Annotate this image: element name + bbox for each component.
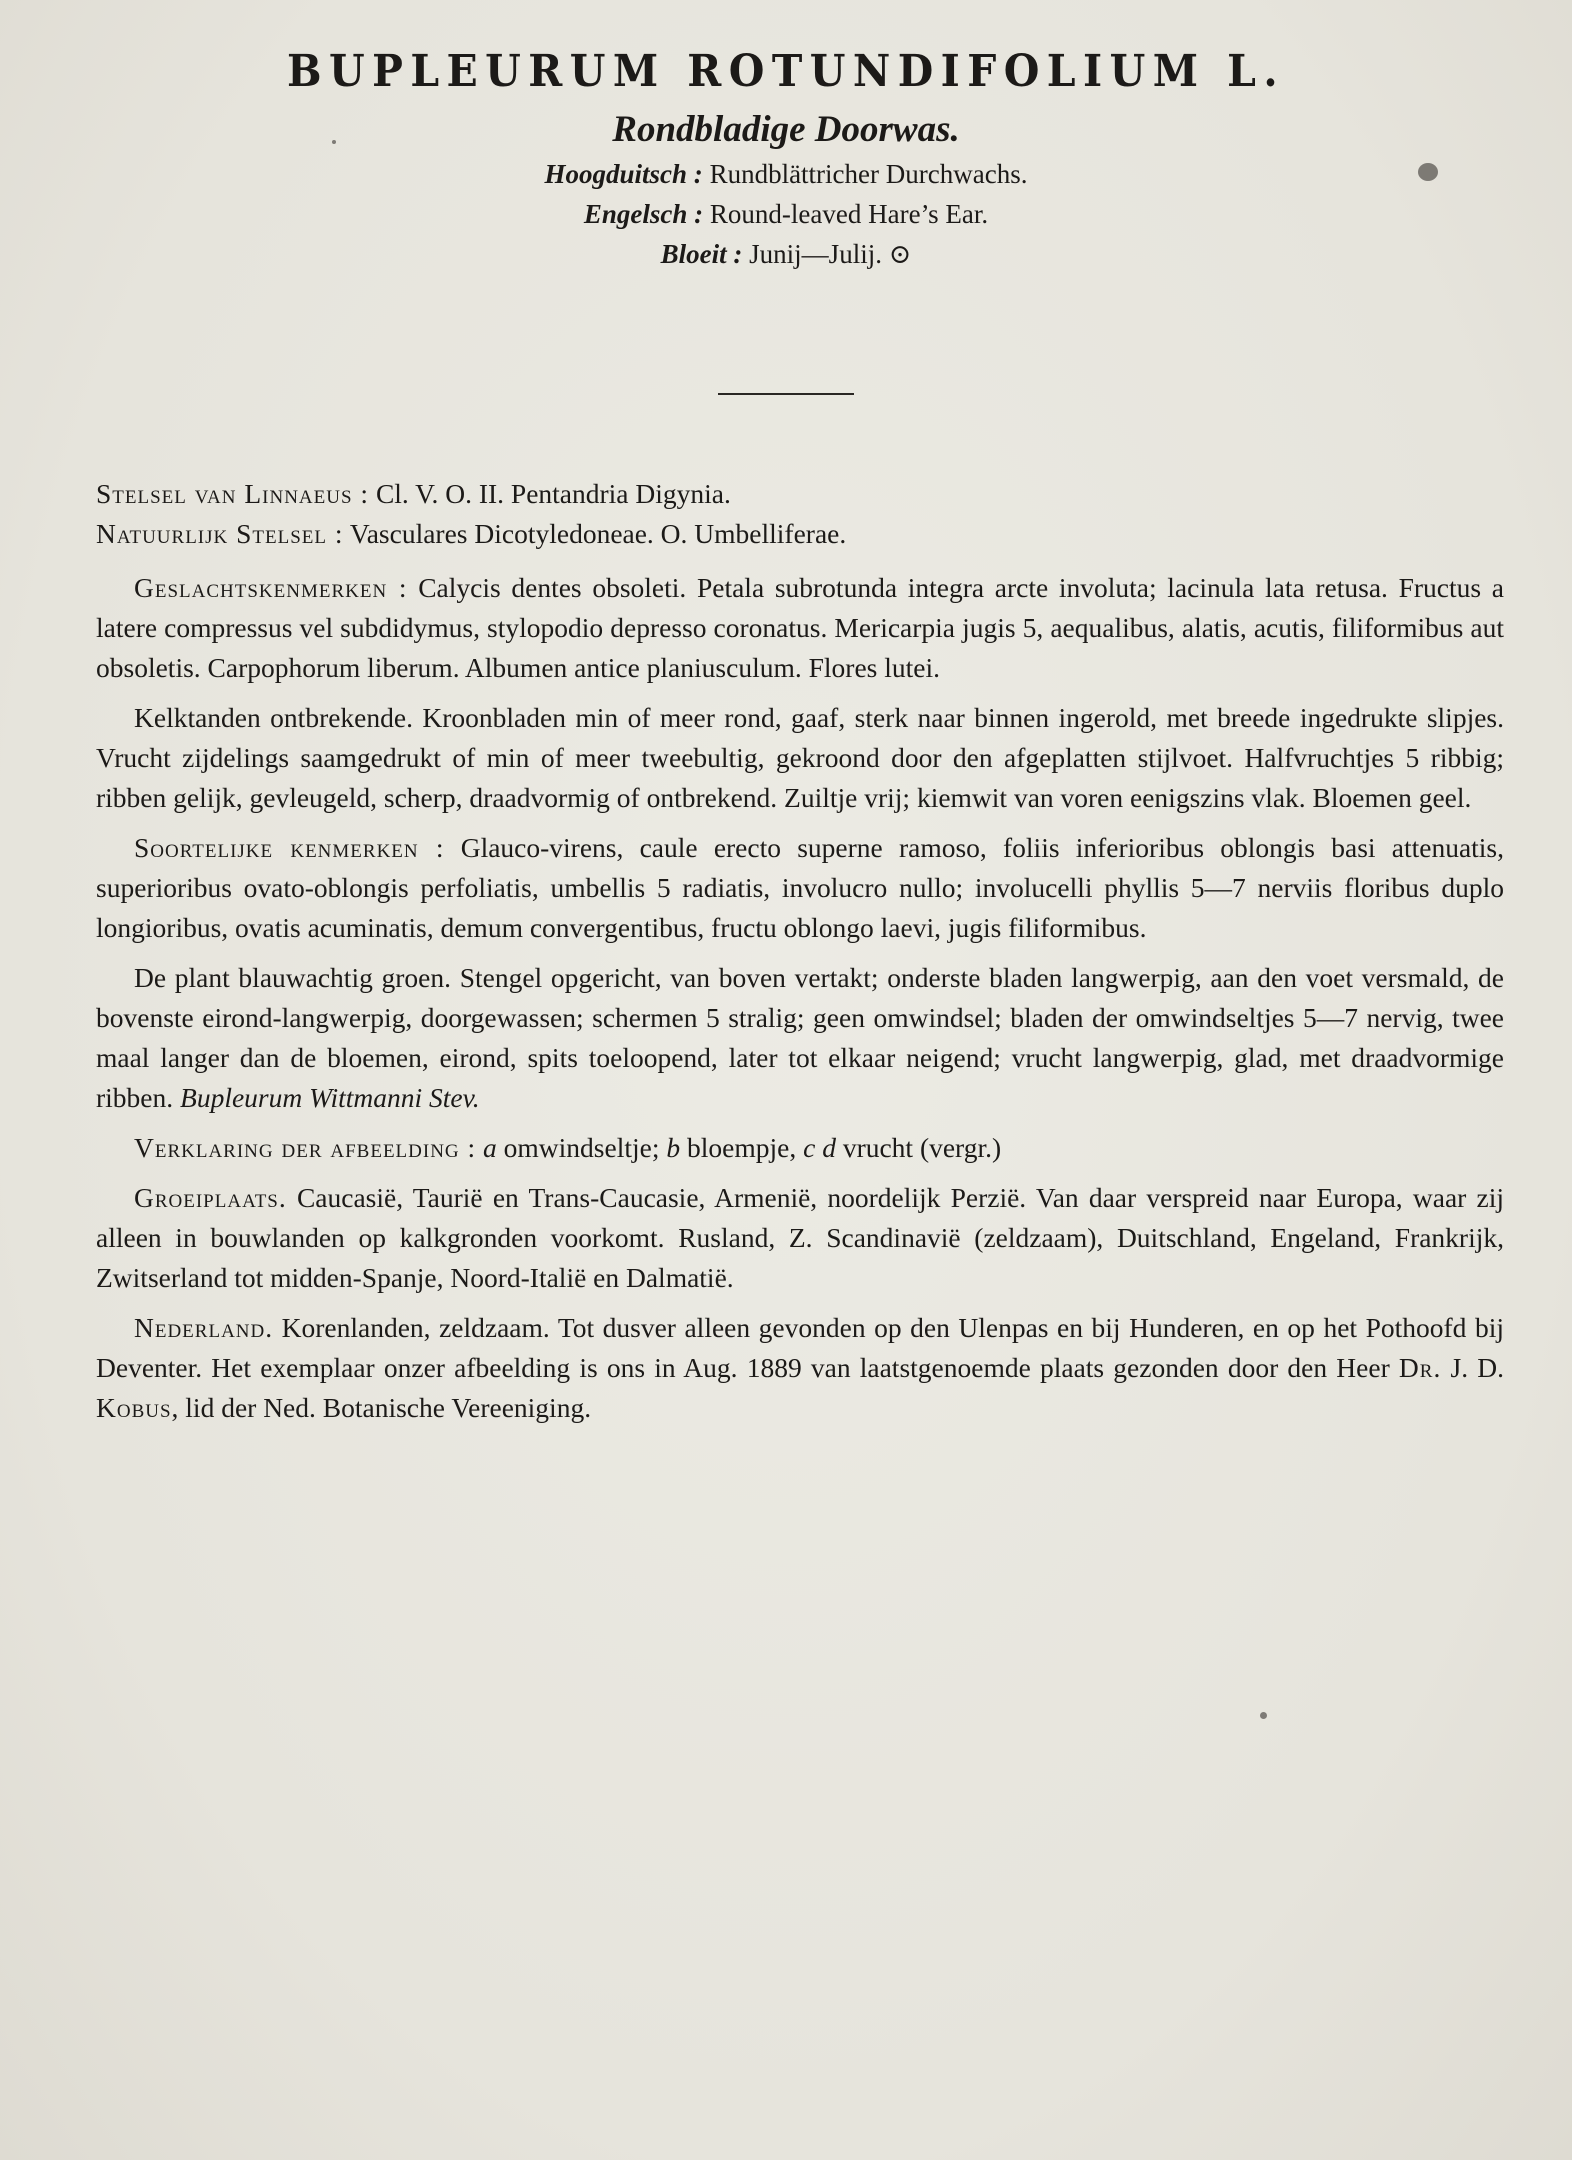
natural-label: Natuurlijk Stelsel : (96, 518, 344, 549)
netherlands (96, 1308, 1504, 1428)
species-label: Soortelijke kenmerken : (134, 832, 445, 863)
natural-system (96, 514, 1504, 554)
figure-b-text: bloempje, (680, 1132, 804, 1163)
netherlands-label: Nederland. (134, 1312, 274, 1343)
figure-b: b (666, 1132, 681, 1163)
english-label: Engelsch : (583, 199, 704, 229)
figure-a-text: omwindseltje; (496, 1132, 667, 1163)
german-name-line (0, 154, 1572, 194)
divider-rule (718, 393, 854, 395)
linnaeus-system (96, 474, 1504, 514)
species-latin (96, 828, 1504, 948)
species-dutch-text: De plant blauwachtig groen. Stengel opgericht, van boven vertakt; onderste bladen langwerpig, aan den voet versmald, de bovenste eirond-langwerpig, doorgewassen; schermen 5 stralig; geen omwindsel; bladen der omwindseltjes 5—7 nervig, twee maal langer dan de bloemen, eirond, spits toeloopend, later tot elkaar neigend; vrucht langwerpig, glad, met draadvormige ribben. (96, 962, 1504, 1113)
linnaeus-text: Cl. V. O. II. Pentandria Digynia. (369, 478, 731, 509)
initials: J. D. (1441, 1352, 1505, 1383)
flowering-label: Bloeit : (660, 239, 743, 269)
english-name: Round-leaved Hare’s Ear. (703, 199, 989, 229)
genus-label: Geslachtskenmerken : (134, 572, 408, 603)
habitat-text: Caucasië, Taurië en Trans-Caucasie, Armenië, noordelijk Perzië. Van daar verspreid naar Europa, waar zij alleen in bouwlanden op kalkgronden voorkomt. Rusland, Z. Scandinavië (zeldzaam), Duitschland, Engeland, Frankrijk, Zwitserland tot midden-Spanje, Noord-Italië en Dalmatië. (96, 1182, 1504, 1293)
flowering-period: Junij—Julij. ⊙ (742, 239, 912, 269)
german-name: Rundblättricher Durchwachs. (702, 159, 1028, 189)
habitat-label: Groeiplaats. (134, 1182, 287, 1213)
dutch-name: Rondbladige Doorwas. (612, 109, 960, 150)
figure-explanation (96, 1128, 1504, 1168)
species-latin-text: Glauco-virens, caule erecto superne ramoso, foliis inferioribus oblongis basi attenuatis, superioribus ovato-oblongis perfoliatis, umbellis 5 radiatis, involucro nullo; involucelli phyllis 5—7 nerviis floribus duplo longioribus, ovatis acuminatis, demum convergentibus, fructu oblongo laevi, jugis filiformibus. (96, 832, 1505, 943)
figure-d: d (822, 1132, 836, 1163)
species-title: BUPLEURUM ROTUNDIFOLIUM L. (286, 46, 1286, 97)
genus-latin (96, 568, 1504, 688)
figure-cd-text: vrucht (vergr.) (835, 1132, 1002, 1163)
natural-text: Vasculares Dicotyledoneae. O. Umbelliferae. (343, 518, 847, 549)
genus-latin-text: Calycis dentes obsoleti. Petala subrotunda integra arcte involuta; lacinula lata retusa. Fructus a latere compressus vel subdidymus, stylopodio depresso coronatus. Mericarpia jugis 5, aequalibus, alatis, acutis, filiformibus aut obsoletis. Carpophorum liberum. Albumen antice planiusculum. Flores lutei. (96, 572, 1504, 683)
netherlands-text-end: , lid der Ned. Botanische Vereeniging. (171, 1392, 592, 1423)
flowering-line (0, 234, 1572, 274)
ink-spot (1418, 163, 1438, 181)
synonym: Bupleurum Wittmanni Stev. (180, 1082, 480, 1113)
english-name-line (0, 194, 1572, 234)
species-dutch (96, 958, 1504, 1118)
collector-name: Kobus (96, 1392, 172, 1423)
figure-c: c (803, 1132, 816, 1163)
genus-dutch: Kelktanden ontbrekende. Kroonbladen min of meer rond, gaaf, sterk naar binnen ingerold, met breede ingedrukte slipjes. Vrucht zijdelings saamgedrukt of min of meer tweebultig, gekroond door den afgeplatten stijlvoet. Halfvruchtjes 5 ribbig; ribben gelijk, gevleugeld, scherp, draadvormig of ontbrekend. Zuiltje vrij; kiemwit van voren eenigszins vlak. Bloemen geel. (96, 702, 1504, 813)
netherlands-text: Korenlanden, zeldzaam. Tot dusver alleen gevonden op den Ulenpas en bij Hunderen, en op het Pothoofd bij Deventer. Het exemplaar onzer afbeelding is ons in Aug. 1889 van laatstgenoemde plaats gezonden door den Heer (96, 1312, 1504, 1383)
header (0, 40, 1572, 274)
figure-label: Verklaring der afbeelding : (134, 1132, 477, 1163)
german-label: Hoogduitsch : (544, 159, 703, 189)
figure-a: a (483, 1132, 497, 1163)
ink-spot (1260, 1712, 1267, 1719)
ink-spot (332, 140, 336, 144)
habitat (96, 1178, 1504, 1298)
linnaeus-label: Stelsel van Linnaeus : (96, 478, 370, 509)
doctor-title: Dr. (1398, 1352, 1442, 1383)
description-body (96, 474, 1504, 1428)
